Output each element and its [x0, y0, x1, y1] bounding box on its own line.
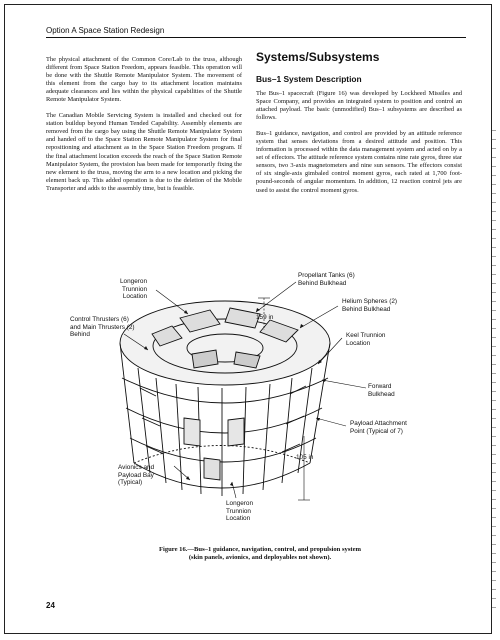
header-rule: [46, 37, 466, 38]
label-line: Location: [226, 515, 251, 523]
label-propellant-tanks: [298, 272, 355, 287]
label-helium-spheres: [342, 298, 397, 313]
label-line: Behind Bulkhead: [298, 279, 347, 287]
label-line: Trunnion: [122, 285, 148, 293]
label-avionics-payload-bay: [118, 464, 154, 487]
caption-line-2: (skin panels, avionics, and deployables not shown).: [188, 554, 332, 562]
section-title: Systems/Subsystems: [256, 50, 380, 64]
label-line: Behind Bulkhead: [342, 305, 391, 313]
page-number: 24: [46, 601, 55, 610]
figure-16: [60, 268, 450, 536]
right-paragraph-2: Bus–1 guidance, navigation, and control are provided by an attitude reference system that senses deviations from a desired attitude and position. This information is processed within the data management system and acted on by a set of effectors. The attitude reference system contains nine rate gyros, three star sensors, two 3-axis magnetometers and nine sun sensors. The effectors consist of six single-axis gimbaled control moment gyros, each rated at 1,700 foot-pound-seconds of angular momentum. In addition, 12 reaction control jets are used to assist the control moment gyros.: [256, 130, 462, 194]
label-control-thrusters: [70, 316, 135, 339]
label-159-in: 159 in: [256, 314, 274, 321]
label-line: Helium Spheres (2): [342, 298, 398, 305]
label-line: (Typical): [118, 479, 143, 487]
label-line: Keel Trunnion: [346, 332, 386, 339]
label-line: Longeron: [120, 278, 148, 285]
left-paragraph-2: The Canadian Mobile Servicing System is installed and checked out for station buildup beyond Human Tended Capability. Assembly elements are removed from the cargo bay using the Shuttle Remote Manipulator System and handed off to the Space Station Remote Manipulator System for final repositioning and attachment as in the Space Station Freedom program. If the final attachment location exceeds the reach of the Space Station Remote Manipulator System, the provision has been made for temporarily fixing the new element to the truss, moving the arm to a new location and picking the element back up. This added operation is due to the deletion of the Mobile Transporter and adds to the assembly time, but is feasible.: [46, 112, 242, 192]
scan-edge-marks: [492, 130, 496, 610]
label-line: Propellant Tanks (6): [298, 272, 355, 279]
label-105-in: 105 in: [296, 454, 314, 461]
label-line: Behind: [70, 331, 90, 339]
left-column: [46, 56, 242, 201]
figure-caption: [120, 546, 400, 563]
label-line: Payload Attachment: [350, 420, 407, 427]
label-line: Point (Typical of 7): [350, 427, 403, 435]
label-line: and Main Thrusters (2): [70, 323, 135, 331]
label-line: Location: [122, 293, 148, 301]
label-line: Bulkhead: [368, 390, 395, 398]
label-forward-bulkhead: [368, 383, 395, 398]
label-line: Payload Bay: [118, 471, 154, 479]
label-line: Trunnion: [226, 507, 251, 515]
caption-line-1: Figure 16.—Bus–1 guidance, navigation, control, and propulsion system: [158, 546, 362, 553]
left-paragraph-1: The physical attachment of the Common Core/Lab to the truss, although different from Space Station Freedom, appears feasible. This operation will be done with the Shuttle Remote Manipulator System. The movement of this element from the cargo bay to its attachment location maintains adequate clearances and lies within the physical capabilities of the Shuttle Remote Manipulator System.: [46, 56, 242, 104]
label-line: Longeron: [226, 500, 254, 507]
label-keel-trunnion: [346, 332, 385, 347]
label-longeron-trunnion-top: [120, 278, 147, 301]
label-line: Forward: [368, 383, 392, 390]
right-column: [256, 50, 462, 203]
label-payload-attachment: [350, 420, 407, 435]
running-header: Option A Space Station Redesign: [46, 26, 165, 35]
right-paragraph-1: The Bus–1 spacecraft (Figure 16) was developed by Lockheed Missiles and Space Company, and provides an integrated system to position and control an attached payload. The basic (unmodified) Bus–1 subsystems are described as follows.: [256, 90, 462, 122]
subsection-title: Bus–1 System Description: [256, 74, 362, 84]
label-longeron-trunnion-bottom: [226, 500, 253, 523]
label-line: Location: [346, 339, 371, 347]
label-line: Avionics and: [118, 464, 155, 471]
label-line: Control Thrusters (6): [70, 316, 129, 323]
